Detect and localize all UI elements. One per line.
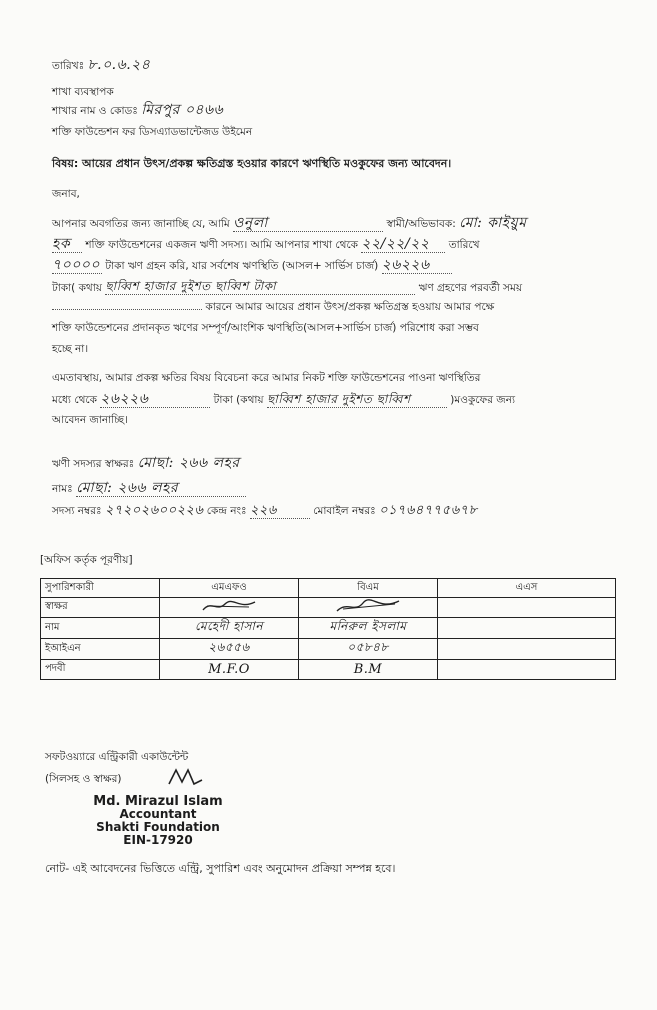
office-table-header (41, 579, 616, 598)
applicant-name-field (233, 216, 383, 232)
accountant-org: Shakti Foundation (96, 820, 220, 834)
balance-amount: ২৬২২৬ (381, 257, 430, 273)
row-label-signature: স্বাক্ষর (41, 598, 160, 618)
office-use-title: [অফিস কর্তৃক পূরণীয়] (40, 554, 133, 566)
table-row (41, 598, 616, 618)
table-row (41, 639, 616, 660)
waiver-in-words-field (267, 392, 447, 408)
loan-date: ২২/২২/২২ (361, 236, 430, 252)
bm-signature-scribble (333, 598, 403, 614)
accountant-line1: সফটওয়্যারে এন্ট্রিকারী একাউন্টেন্ট (45, 751, 189, 763)
branch-row (52, 103, 223, 118)
waiver-amount: ২৬২২৬ (100, 391, 149, 407)
bm-signature (299, 598, 438, 618)
member-name: মোছা: ২৬৬ লহর (76, 480, 179, 496)
date-suffix: তারিখে (448, 239, 480, 251)
loan-amount-field (52, 258, 102, 274)
para1-text-d: ঋণ গ্রহণের পরবর্তী সময় (418, 282, 523, 294)
waiver-amount-field (100, 392, 210, 408)
note-line: নোট- এই আবেদনের ভিত্তিতে এন্ট্রি, সুপারিশ এবং অনুমোদন প্রক্রিয়া সম্পন্ন হবে। (45, 862, 396, 875)
date-label: তারিখঃ (52, 60, 85, 72)
member-name-label: নামঃ (52, 483, 73, 495)
accountant-signature (166, 766, 206, 788)
para1-text-e: কারনে আমার আয়ের প্রধান উৎস/প্রকল্প ক্ষতিগ্রস্ত হওয়ায় আমার পক্ষে (205, 301, 495, 313)
date-row (52, 58, 150, 73)
in-words-label: টাকা( কথায় (52, 282, 102, 294)
center-number-field (250, 504, 310, 519)
para1-text-b: শক্তি ফাউন্ডেশনের একজন ঋণী সদস্য। আমি আপনার শাখা থেকে (85, 239, 359, 251)
bm-ein: ০৫৮৪৮ (299, 639, 438, 660)
member-signature-label: ঋণী সদস্যর স্বাক্ষরঃ (52, 458, 135, 470)
member-number-row (52, 504, 478, 519)
para2-text-b: টাকা (কথায় (213, 394, 264, 406)
row-label-designation: পদবী (41, 660, 160, 680)
as-designation (438, 660, 616, 680)
member-number: ২৭২০২৬০০২২৬ (104, 503, 204, 518)
balance-in-words: ছাব্বিশ হাজার দুইশত ছাব্বিশ টাকা (105, 279, 277, 293)
bm-designation: B.M (299, 660, 438, 680)
loan-amount: ৭০০০০ (52, 257, 101, 273)
mobile-number: ০১৭৬৪৭৭৫৬৭৮ (379, 503, 478, 518)
mfo-signature-scribble (199, 598, 259, 614)
accountant-title: Accountant (119, 807, 197, 821)
member-name-row (52, 481, 246, 497)
mfo-signature (160, 598, 299, 618)
mfo-ein: ২৬৫৫৬ (160, 639, 299, 660)
bm-name: মনিরুল ইসলাম (299, 618, 438, 639)
para2-line3: আবেদন জানাচ্ছি। (52, 414, 128, 426)
member-signature: মোছা: ২৬৬ লহর (137, 455, 240, 471)
member-number-label: সদস্য নম্বরঃ (52, 505, 102, 517)
as-ein (438, 639, 616, 660)
loan-date-field (361, 237, 445, 253)
para1-line2 (52, 237, 480, 253)
branch-manager-label: শাখা ব্যবস্থাপক (52, 86, 114, 98)
branch-value: মিরপুর ০৪৬৬ (141, 102, 224, 118)
as-name (438, 618, 616, 639)
para2-text-a: মধ্যে থেকে (52, 394, 97, 406)
para2-text-c: )মওকুফের জন্য (450, 394, 516, 406)
mobile-number-label: মোবাইল নম্বরঃ (313, 505, 376, 517)
row-label-ein: ইআইএন (41, 639, 160, 660)
para1-line5 (52, 300, 494, 314)
accountant-seal (88, 795, 228, 847)
as-signature (438, 598, 616, 618)
mfo-name: মেহেদী হাসান (160, 618, 299, 639)
date-value: ৮.০.৬.২৪ (87, 57, 151, 73)
para2-line2 (52, 392, 515, 408)
organization-name: শক্তি ফাউন্ডেশন ফর ডিসএ্যাডভান্টেজড উইমেন (52, 126, 253, 138)
para1-text-c: টাকা ঋণ গ্রহন করি, যার সর্বশেষ ঋণস্থিতি (আসল+ সার্ভিস চার্জ) (105, 260, 379, 272)
guardian-name: মো: কাইয়ুম (459, 215, 527, 231)
guardian-name-cont: হক (52, 236, 71, 252)
balance-field (382, 258, 452, 274)
guardian-name-cont-field (52, 237, 82, 253)
mfo-designation: M.F.O (160, 660, 299, 680)
waiver-in-words: ছাব্বিশ হাজার দুইশত ছাব্বিশ (266, 392, 411, 406)
para1-line6: শক্তি ফাউন্ডেশনের প্রদানকৃত ঋণের সম্পূর্ণ/আংশিক ঋণস্থিতি(আসল+সার্ভিস চার্জ) পরিশোধ করা সম্ভব (52, 322, 479, 334)
row-label-name: নাম (41, 618, 160, 639)
para1-line3 (52, 258, 452, 274)
member-signature-row (52, 456, 240, 471)
para1-line4 (52, 279, 522, 295)
center-number-label: কেন্দ্র নংঃ (206, 505, 247, 517)
applicant-name: ওনুলা (233, 215, 268, 231)
para1-text-a: আপনার অবগতির জন্য জানাচ্ছি যে, আমি (52, 218, 230, 230)
header-as: এএস (438, 579, 616, 598)
subject-line: বিষয়: আয়ের প্রধান উৎস/প্রকল্প ক্ষতিগ্রস্ত হওয়ার কারণে ঋণস্থিতি মওকুফের জন্য আবেদন। (52, 157, 452, 170)
guardian-label: স্বামী/অভিভাবক: (386, 218, 456, 230)
accountant-name: Md. Mirazul Islam (93, 794, 223, 809)
accountant-ein: EIN-17920 (123, 833, 193, 847)
header-recommender: সুপারিশকারী (41, 579, 160, 598)
para1-line7: হচ্ছে না। (52, 343, 89, 355)
salutation: জনাব, (52, 188, 80, 200)
header-mfo: এমএফও (160, 579, 299, 598)
para1-line1 (52, 216, 526, 232)
center-number: ২২৬ (249, 503, 277, 518)
office-table (40, 578, 616, 680)
branch-label: শাখার নাম ও কোডঃ (52, 105, 138, 117)
member-name-field (76, 481, 246, 497)
balance-in-words-field (105, 279, 415, 295)
table-row (41, 660, 616, 680)
header-bm: বিএম (299, 579, 438, 598)
table-row (41, 618, 616, 639)
para2-line1: এমতাবস্থায়, আমার প্রকল্প ক্ষতির বিষয় বিবেচনা করে আমার নিকট শক্তি ফাউন্ডেশনের পাওনা ঋণস্থিতির (52, 372, 481, 384)
reason-field (52, 309, 202, 310)
accountant-line2: (সিলসহ ও স্বাক্ষর) (45, 773, 122, 785)
